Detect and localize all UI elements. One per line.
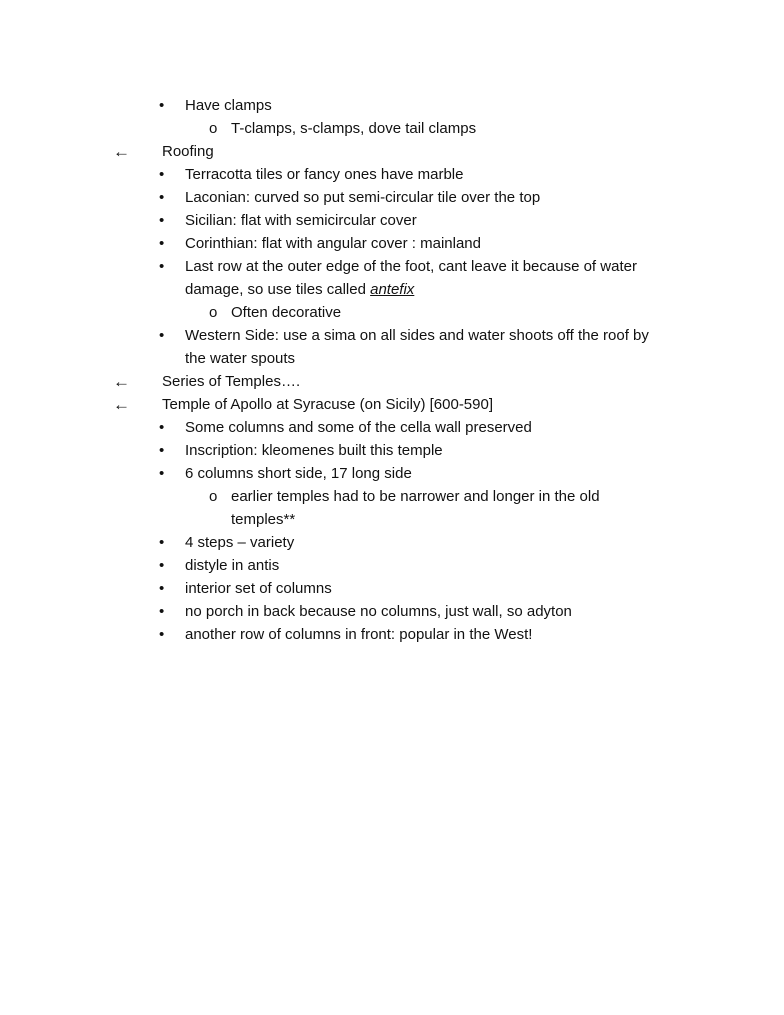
sub-bullet-decorative: Often decorative	[231, 304, 342, 321]
arrow-icon: ←	[113, 372, 130, 391]
heading-temple-of-apollo: Temple of Apollo at Syracuse (on Sicily) [600-590]	[162, 396, 494, 413]
continuation-text: damage, so use tiles called	[185, 281, 371, 298]
antefix-term: antefix	[370, 281, 415, 298]
bullet-last-row-continued	[185, 278, 414, 301]
bullet-interior-columns: interior set of columns	[185, 580, 332, 597]
bullet-another-row: another row of columns in front: popular in the West!	[185, 626, 533, 643]
bullet-marker: •	[159, 166, 165, 183]
heading-series-of-temples: Series of Temples….	[162, 373, 301, 390]
bullet-columns-preserved: Some columns and some of the cella wall preserved	[185, 419, 532, 436]
bullet-marker: •	[159, 189, 165, 206]
heading-roofing: Roofing	[162, 143, 214, 160]
bullet-no-porch: no porch in back because no columns, just wall, so adyton	[185, 603, 572, 620]
bullet-marker: •	[159, 626, 165, 643]
bullet-inscription: Inscription: kleomenes built this temple	[185, 442, 443, 459]
bullet-marker: •	[159, 603, 165, 620]
bullet-marker: •	[159, 212, 165, 229]
bullet-marker: •	[159, 258, 165, 275]
bullet-terracotta: Terracotta tiles or fancy ones have marble	[185, 166, 464, 183]
bullet-sicilian: Sicilian: flat with semicircular cover	[185, 212, 417, 229]
bullet-marker: •	[159, 534, 165, 551]
sub-bullet-earlier-temples-continued: temples**	[231, 511, 296, 528]
bullet-marker: •	[159, 235, 165, 252]
bullet-marker: •	[159, 580, 165, 597]
sub-bullet-marker: o	[209, 488, 218, 505]
sub-bullet-clamp-types: T-clamps, s-clamps, dove tail clamps	[231, 120, 477, 137]
bullet-laconian: Laconian: curved so put semi-circular tile over the top	[185, 189, 541, 206]
arrow-icon: ←	[113, 142, 130, 161]
bullet-last-row: Last row at the outer edge of the foot, cant leave it because of water	[185, 258, 637, 275]
sub-bullet-earlier-temples: earlier temples had to be narrower and longer in the old	[231, 488, 600, 505]
bullet-marker: •	[159, 419, 165, 436]
bullet-western-side: Western Side: use a sima on all sides and water shoots off the roof by	[185, 327, 649, 344]
bullet-have-clamps: Have clamps	[185, 97, 272, 114]
bullet-distyle: distyle in antis	[185, 557, 280, 574]
sub-bullet-marker: o	[209, 120, 218, 137]
bullet-western-side-continued: the water spouts	[185, 350, 296, 367]
sub-bullet-marker: o	[209, 304, 218, 321]
bullet-column-count: 6 columns short side, 17 long side	[185, 465, 412, 482]
bullet-marker: •	[159, 97, 165, 114]
arrow-icon: ←	[113, 395, 130, 414]
bullet-corinthian: Corinthian: flat with angular cover : mainland	[185, 235, 481, 252]
bullet-marker: •	[159, 442, 165, 459]
bullet-steps: 4 steps – variety	[185, 534, 295, 551]
bullet-marker: •	[159, 327, 165, 344]
bullet-marker: •	[159, 465, 165, 482]
bullet-marker: •	[159, 557, 165, 574]
